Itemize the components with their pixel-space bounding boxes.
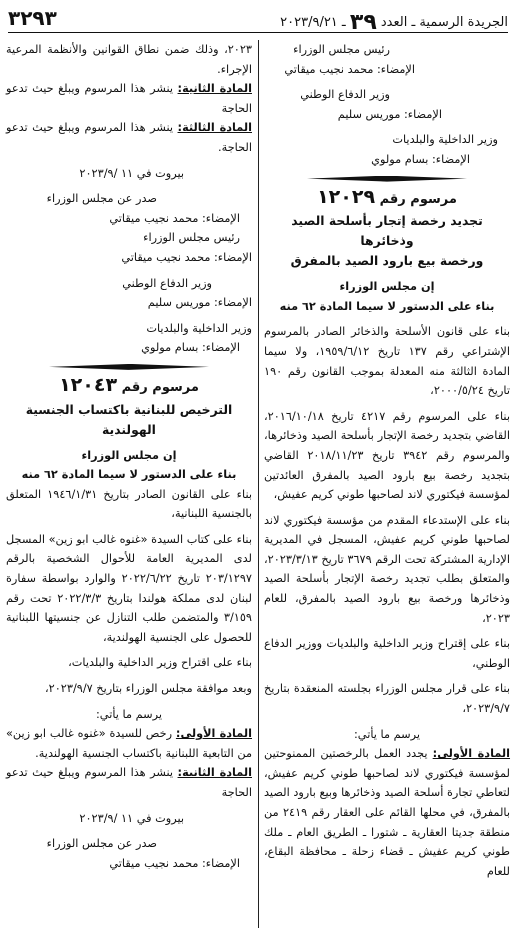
recital: بناء على الإستدعاء المقدم من مؤسسة فيكتوري لاند لصاحبها طوني كريم عفيش، المسجل في المديرية الإدارية المشتركة تحت الرقم ٣٦٧٩ تاريخ ٢٠٢٣/٣/١٣، والمتعلق بطلب تجديد رخصة الإتجار بأسلحة الصيد وذخائرها ورخصة بيع بارود الصيد بالمفرق، للعام ٢٠٢٣،	[263, 513, 510, 625]
issued-by: صدر عن مجلس الوزراء	[46, 837, 157, 851]
article-text: ينشر هذا المرسوم ويبلغ حيث تدعو الحاجة	[6, 82, 252, 115]
signatory-title: وزير الداخلية والبلديات	[146, 321, 252, 335]
article-label: المادة الأولى:	[175, 727, 252, 741]
recital: بناء على قانون الأسلحة والذخائر الصادر بالمرسوم الإشتراعي رقم ١٣٧ تاريخ ١٩٥٩/٦/١٢، ولا سيما المادة الثالثة منه المعدلة بموجب القانون رقم ١٩٠ تاريخ ٢٠٠٠/٥/٢٤،	[264, 325, 510, 398]
signatory-title: رئيس مجلس الوزراء	[293, 43, 390, 56]
recital: بناء على المرسوم رقم ٤٢١٧ تاريخ ٢٠١٦/١٠/١٨، القاضي بتجديد رخصة الإتجار بأسلحة الصيد وذخائرها، والمرسوم رقم ٣٩٤٢ تاريخ ٢٠١٨/١١/٢٣ القاضي بتجديد رخصة بيع بارود الصيد بالمفرق العائدتين لمؤسسة فيكتوري لاند لصاحبها طوني كريم عفيش،	[264, 409, 510, 502]
section-separator	[264, 176, 510, 182]
decree-subject: ورخصة بيع بارود الصيد بالمفرق	[290, 253, 484, 269]
decree-number: ١٢٠٢٩	[317, 185, 376, 208]
recital: بناء على قرار مجلس الوزراء بجلسته المنعقدة بتاريخ ٢٠٢٣/٩/٧،	[264, 682, 510, 716]
page-header	[8, 4, 508, 33]
constitution-line: بناء على الدستور لا سيما المادة ٦٢ منه	[21, 468, 237, 482]
signatory-title: وزير الدفاع الوطني	[300, 88, 390, 102]
article	[6, 724, 252, 763]
page-number: ٣٢٩٣	[8, 6, 57, 30]
right-column	[264, 40, 510, 928]
recital: بناء على اقتراح وزير الداخلية والبلديات،	[68, 656, 252, 670]
signatory-name: الإمضاء: محمد نجيب ميقاتي	[284, 62, 415, 76]
decree-subject: تجديد رخصة إتجار بأسلحة الصيد وذخائرها	[291, 213, 483, 249]
article-label: المادة الثانية:	[177, 766, 252, 780]
signatory-title: وزير الدفاع الوطني	[122, 276, 212, 290]
article	[6, 763, 252, 802]
article-label: المادة الثالثة:	[177, 121, 252, 135]
article-text: يجدد العمل بالرخصتين الممنوحتين لمؤسسة فيكتوري لاند لصاحبها طوني كريم عفيش، لتعاطي تجارة أسلحة الصيد وذخائرها وبيع بارود الصيد بالمفرق، في محلها القائم على العقار رقم ٢٤١٩ من منطقة جديتا العقارية ـ شتورا ـ الطريق العام ـ ملك طوني كريم عفيش ـ قضاء زحلة ـ محافظة البقاع، للعام	[264, 747, 510, 878]
signatory-title: وزير الداخلية والبلديات	[392, 133, 498, 147]
issued-signature: الإمضاء: محمد نجيب ميقاتي	[109, 211, 240, 225]
gazette-name: الجريدة الرسمية ـ العدد	[380, 15, 508, 30]
decree-number: ١٢٠٤٣	[59, 373, 118, 396]
signatory-name: الإمضاء: محمد نجيب ميقاتي	[121, 250, 252, 264]
signatory-title: رئيس مجلس الوزراء	[143, 231, 240, 245]
decree-heading	[264, 185, 510, 210]
recital: بناء على كتاب السيدة «غنوه غالب ابو زين» المسجل لدى المديرية العامة للأحوال الشخصية بالرقم ٢٠٣/١٢٩٧ تاريخ ٢٠٢٢/٦/٢٢ والوارد بواسطة سفارة لبنان لدى مملكة هولندا بتاريخ ٢٠٢٢/٣/٣ تحت رقم ٣/١٥٩ والمتضمن طلب التنازل عن جنسيتها اللبنانية للحصول على الجنسية الهولندية،	[6, 532, 252, 644]
gazette-title	[280, 10, 508, 35]
signatory-name: الإمضاء: موريس سليم	[147, 296, 252, 310]
recital: وبعد موافقة مجلس الوزراء بتاريخ ٢٠٢٣/٩/٧،	[45, 682, 252, 696]
decree-label: مرسوم رقم	[379, 191, 457, 207]
article-text: ينشر هذا المرسوم ويبلغ حيث تدعو الحاجة	[6, 766, 252, 799]
enacting-clause: يرسم ما يأتي:	[354, 727, 420, 741]
article-text: رخص للسيدة «غنوه غالب ابو زين» من التابعية اللبنانية باكتساب الجنسية الهولندية.	[6, 727, 252, 760]
article-text: ينشر هذا المرسوم ويبلغ حيث تدعو الحاجة.	[6, 121, 252, 154]
decree-label: مرسوم رقم	[121, 379, 199, 395]
article	[6, 118, 252, 157]
issue-number: ٣٩	[349, 10, 377, 35]
article-label: المادة الثانية:	[177, 82, 252, 96]
issued-by: صدر عن مجلس الوزراء	[46, 192, 157, 206]
column-divider	[258, 40, 259, 928]
issued-signature: الإمضاء: محمد نجيب ميقاتي	[109, 856, 240, 870]
place-date: بيروت في ١١ /٢٠٢٣/٩	[79, 811, 184, 825]
article-label: المادة الأولى:	[432, 747, 511, 761]
article-continuation: ٢٠٢٣، وذلك ضمن نطاق القوانين والأنظمة المرعية الإجراء.	[6, 43, 252, 76]
decree-subject: الترخيص للبنانية باكتساب الجنسية الهولندية	[25, 401, 233, 437]
council-heading: إن مجلس الوزراء	[81, 448, 177, 462]
signatory-name: الإمضاء: موريس سليم	[337, 107, 442, 121]
signatory-name: الإمضاء: بسام مولوي	[141, 341, 240, 355]
council-heading: إن مجلس الوزراء	[339, 280, 435, 294]
issue-date: ـ ٢٠٢٣/٩/٢١	[280, 15, 346, 30]
section-separator	[6, 364, 252, 370]
recital: بناء على إقتراح وزير الداخلية والبلديات ووزير الدفاع الوطني،	[264, 637, 510, 670]
article	[264, 744, 510, 881]
decree-heading	[6, 373, 252, 398]
article	[6, 79, 252, 118]
enacting-clause: يرسم ما يأتي:	[96, 707, 162, 721]
recital: بناء على القانون الصادر بتاريخ ١٩٤٦/١/٣١ المتعلق بالجنسية اللبنانية،	[6, 487, 252, 521]
constitution-line: بناء على الدستور لا سيما المادة ٦٢ منه	[279, 299, 495, 313]
left-column	[6, 40, 252, 928]
signatory-name: الإمضاء: بسام مولوي	[371, 152, 470, 166]
place-date: بيروت في ١١ /٢٠٢٣/٩	[79, 166, 184, 180]
